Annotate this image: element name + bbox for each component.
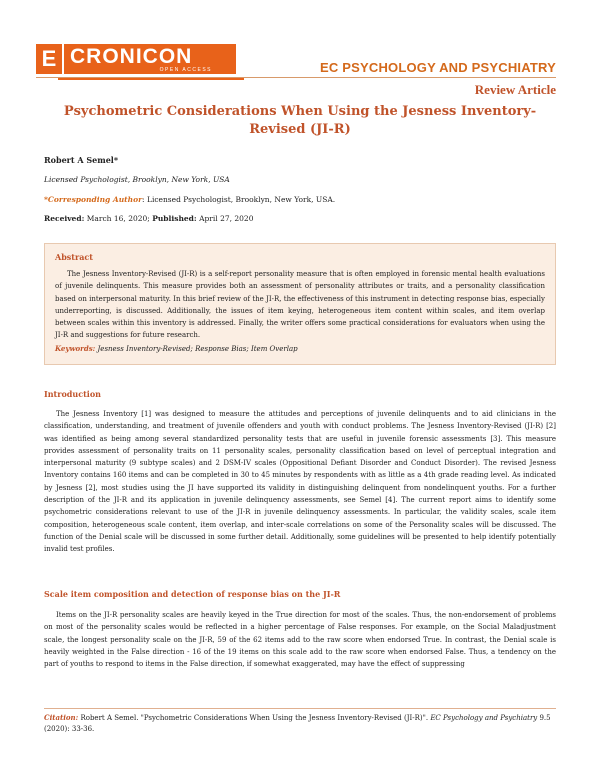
citation-journal: EC Psychology and Psychiatry bbox=[430, 714, 538, 722]
corresponding-text: : Licensed Psychologist, Brooklyn, New York, USA. bbox=[142, 195, 336, 204]
logo-subtitle: OPEN ACCESS bbox=[159, 67, 212, 73]
abstract-heading: Abstract bbox=[55, 252, 93, 262]
received-label: Received: bbox=[44, 214, 85, 223]
keywords-text: Jesness Inventory-Revised; Response Bias; Item Overlap bbox=[95, 344, 298, 353]
header-divider bbox=[36, 77, 556, 78]
intro-heading: Introduction bbox=[44, 389, 101, 399]
keywords bbox=[55, 344, 545, 353]
section2-paragraph: Items on the JI-R personality scales are heavily keyed in the True direction for most of the scales. Thus, the non-endorsement of problems on most of the personality scales would be reflected in a higher percentage of False responses. For example, on the Social Maladjustment scale, the longest personality scale on the JI-R, 59 of the 62 items add to the raw score when endorsed True. In contrast, the Denial scale is heavily weighted in the False direction - 16 of the 19 items on this scale add to the raw score when endorsed False. Thus, a tendency on the part of youths to respond to items in the False direction, if somewhat exaggerated, may have the effect of suppressing bbox=[44, 611, 556, 669]
citation-divider bbox=[44, 708, 556, 709]
citation-label: Citation: bbox=[44, 713, 79, 722]
keywords-label: Keywords: bbox=[55, 343, 96, 353]
logo-mark: E bbox=[36, 44, 62, 74]
logo-wordmark bbox=[64, 44, 236, 74]
abstract-text: The Jesness Inventory-Revised (JI-R) is a self-report personality measure that is often employed in forensic mental health evaluations of juvenile delinquents. This measure provides both an assessment of personality attributes or traits, and a personality classification based on interpersonal maturity. In this brief review of the JI-R, the effectiveness of this instrument in detecting response bias, especially underreporting, is discussed. Additionally, the issues of item keying, heterogeneous item content within scales, and item overlap between scales within this inventory is addressed. Finally, the writer offers some practical considerations for evaluators when using the JI-R and suggestions for future research. bbox=[55, 270, 545, 340]
published-label: Published: bbox=[152, 214, 197, 223]
received-date: March 16, 2020; bbox=[84, 214, 153, 223]
journal-name: EC PSYCHOLOGY AND PSYCHIATRY bbox=[319, 60, 556, 75]
citation-text: Robert A Semel. "Psychometric Considerations When Using the Jesness Inventory-Revised (JI-R)". bbox=[78, 714, 431, 722]
article-type: Review Article bbox=[474, 82, 556, 97]
intro-paragraph: The Jesness Inventory [1] was designed to measure the attitudes and perceptions of juvenile delinquents and to aid clinicians in the classification, understanding, and treatment of juvenile offenders and youth with conduct problems. The Jesness Inventory-Revised (JI-R) [2] was identified as being among several standardized personality tests that are useful in juvenile forensic assessments [3]. This measure provides assessment of personality traits on 11 personality scales, personality classification based on level of perceptual integration and interpersonal maturity (9 subtype scales) and 2 DSM-IV scales (Oppositional Defiant Disorder and Conduct Disorder). The revised Jesness Inventory contains 160 items and can be completed in 30 to 45 minutes by respondents with as little as a 4th grade reading level. As indicated by Jesness [2], most studies using the JI have supported its validity in distinguishing delinquent from nondelinquent youths. For a further description of the JI-R and its application in juvenile delinquency assessments, see Semel [4]. The current report aims to identify some psychometric considerations relevant to use of the JI-R in juvenile delinquency assessments. In particular, the validity scales, scale item composition, heterogeneous scale content, item overlap, and inter-scale correlations on some of the Personality scales will be discussed. The function of the Denial scale will be discussed in some further detail. Additionally, some guidelines will be presented to help identify potentially invalid test profiles. bbox=[44, 410, 556, 554]
cronicon-logo bbox=[36, 44, 236, 74]
citation bbox=[44, 712, 556, 735]
published-date: April 27, 2020 bbox=[196, 214, 254, 223]
article-dates bbox=[44, 214, 253, 223]
author-affiliation: Licensed Psychologist, Brooklyn, New York, USA bbox=[44, 175, 230, 184]
abstract-box bbox=[44, 243, 556, 365]
corresponding-author bbox=[44, 195, 335, 204]
section2-heading: Scale item composition and detection of response bias on the JI-R bbox=[44, 589, 341, 599]
author-name: Robert A Semel* bbox=[44, 155, 118, 165]
corresponding-label: *Corresponding Author bbox=[44, 195, 143, 204]
logo-word: CRONICON bbox=[70, 45, 193, 68]
article-title: Psychometric Considerations When Using the Jesness Inventory-Revised (JI-R) bbox=[63, 104, 537, 137]
citation-volume: 9.5 (2020): 33-36. bbox=[44, 714, 551, 733]
